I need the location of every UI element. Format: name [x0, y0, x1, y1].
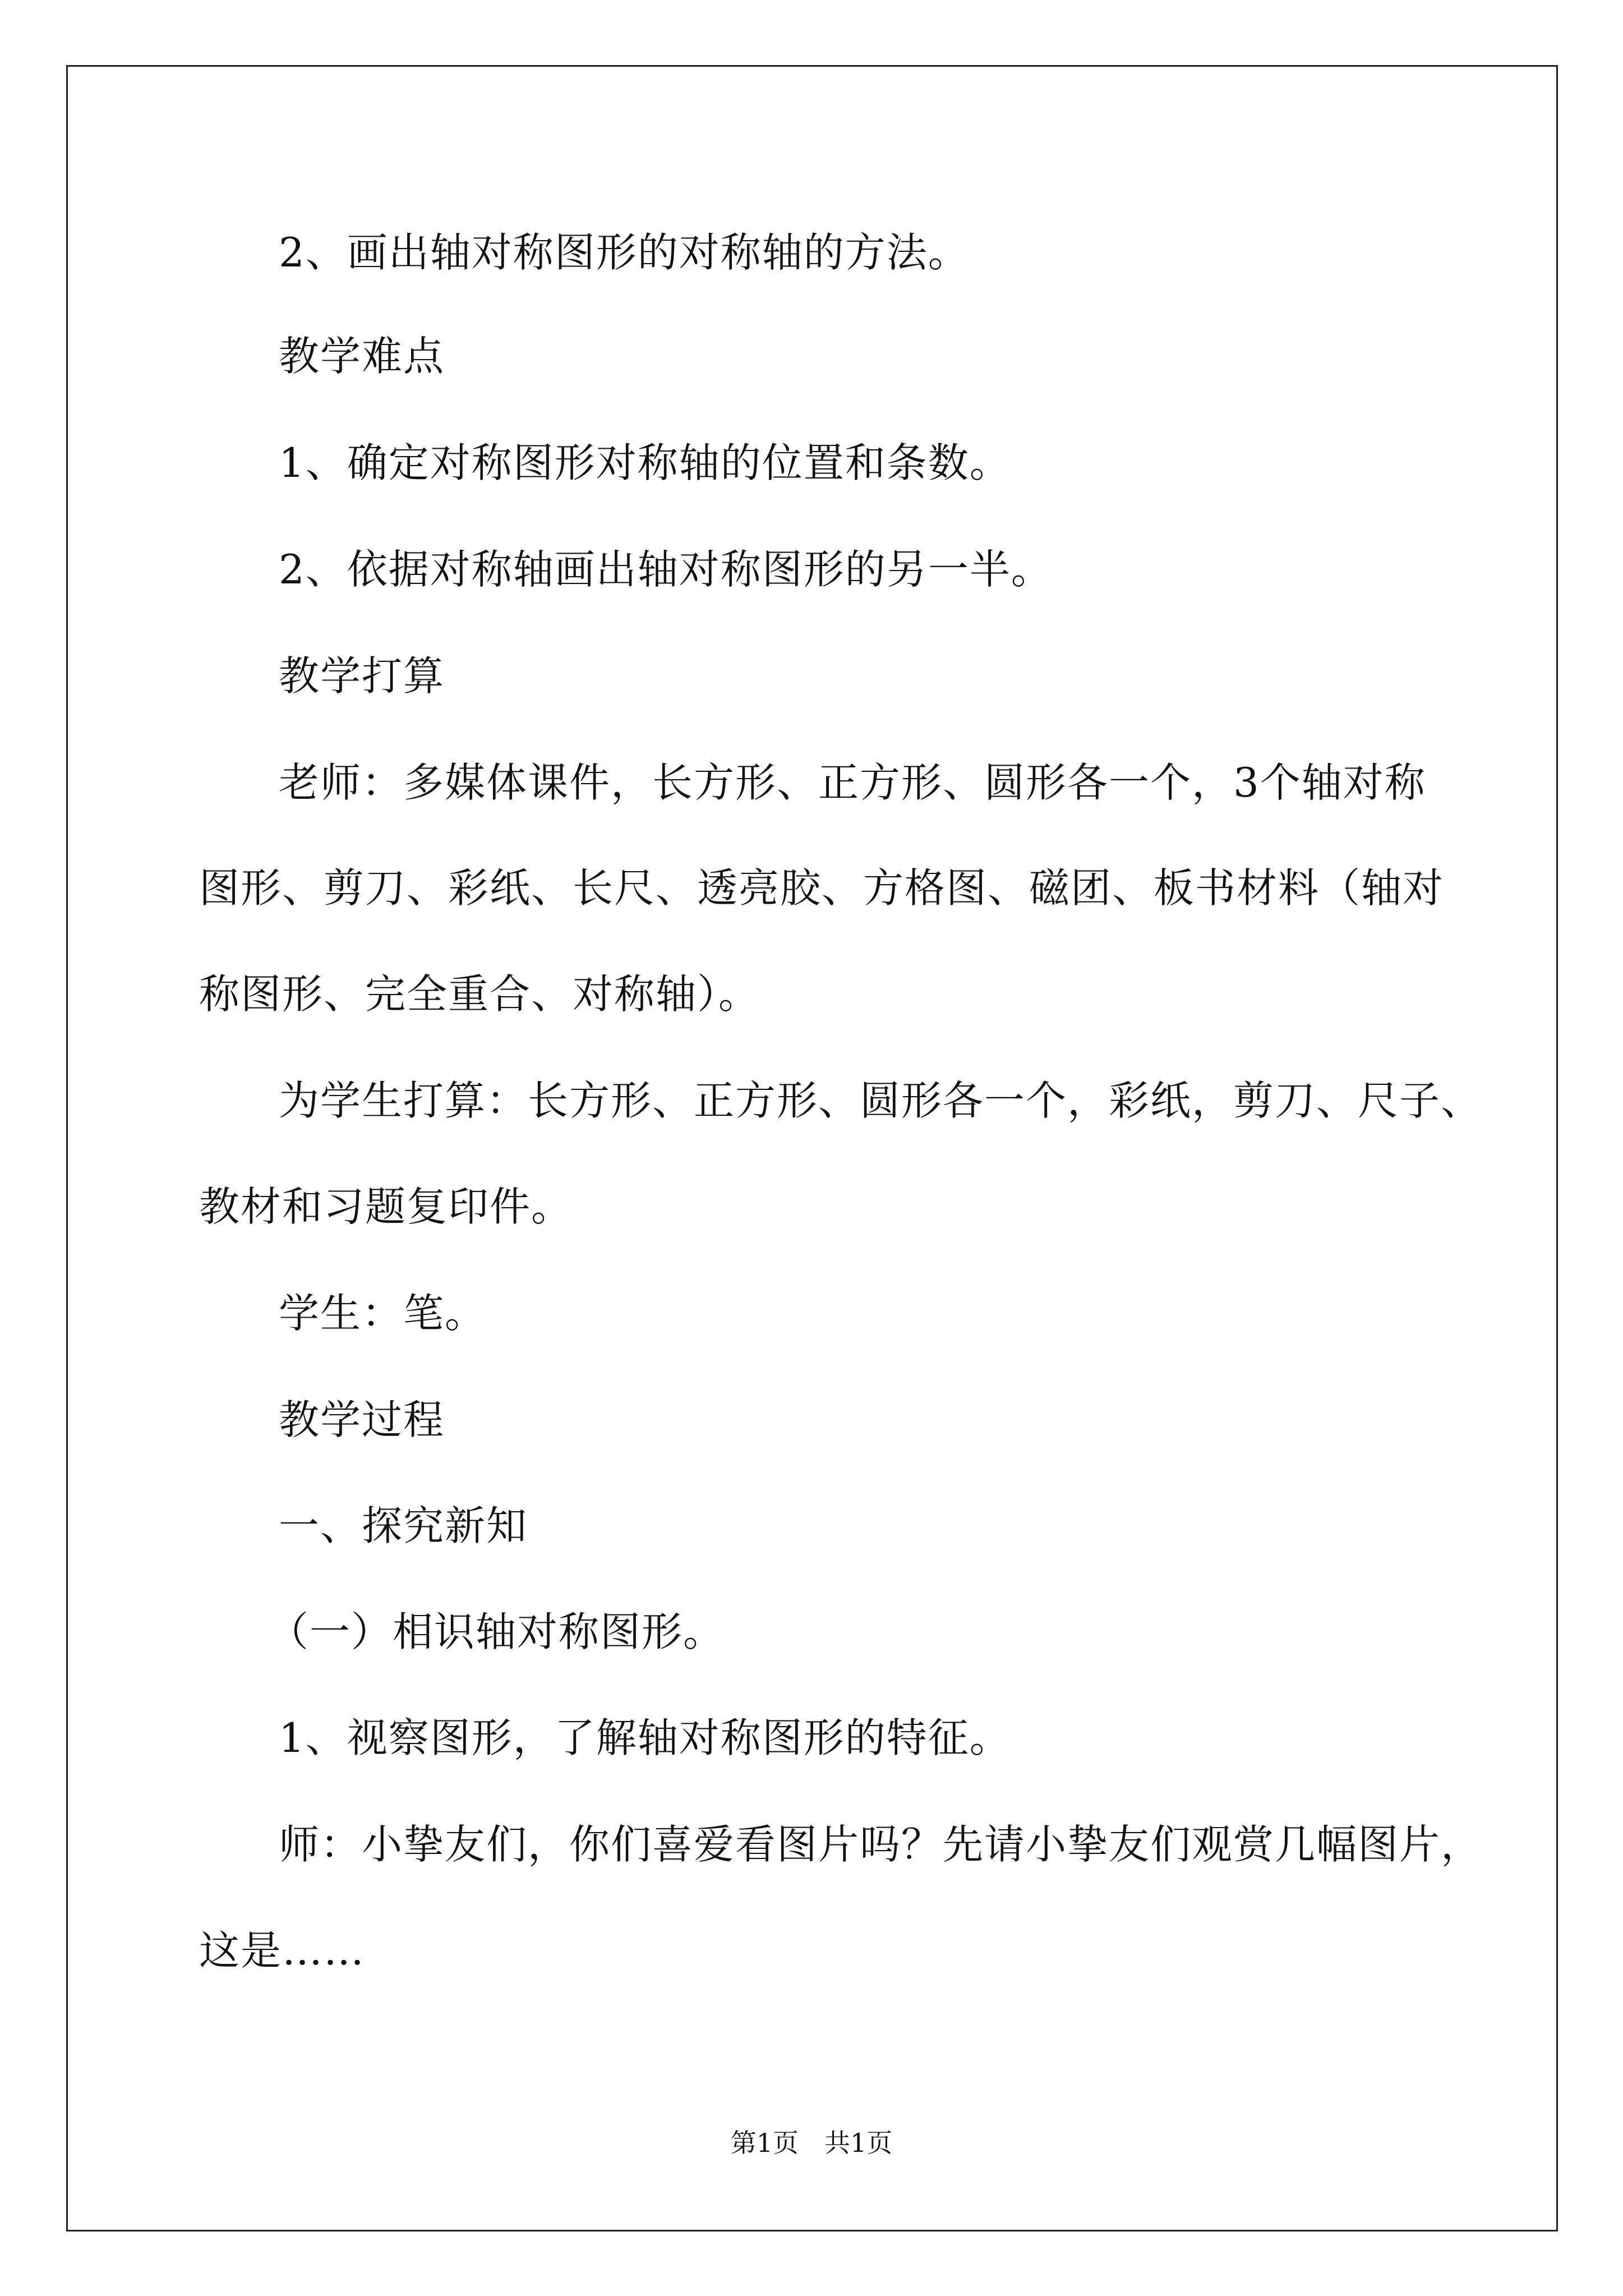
text-line-6: 老师：多媒体课件，长方形、正方形、圆形各一个，3个轴对称 [279, 759, 1426, 806]
heading-teaching-preparation: 教学打算 [279, 652, 445, 700]
text-line-9: 为学生打算：长方形、正方形、圆形各一个，彩纸，剪刀、尺子、 [279, 1077, 1483, 1124]
subheading-know-axisymmetric: （一）相识轴对称图形。 [268, 1608, 725, 1655]
text-line-8: 称图形、完全重合、对称轴）。 [199, 970, 760, 1018]
page-border [66, 65, 1558, 2231]
text-line-15: 1、视察图形，了解轴对称图形的特征。 [279, 1714, 1011, 1761]
text-line-11: 学生：笔。 [279, 1290, 487, 1337]
heading-explore-new-knowledge: 一、探究新知 [279, 1502, 528, 1549]
text-line-1: 2、画出轴对称图形的对称轴的方法。 [279, 229, 970, 276]
page-number-footer: 第1页 共1页 [730, 2128, 893, 2158]
text-line-4: 2、依据对称轴画出轴对称图形的另一半。 [279, 546, 1053, 593]
text-line-16: 师：小挚友们，你们喜爱看图片吗？先请小挚友们观赏几幅图片， [279, 1821, 1483, 1868]
text-line-17: 这是…… [199, 1927, 366, 1974]
text-line-7: 图形、剪刀、彩纸、长尺、透亮胶、方格图、磁团、板书材料（轴对 [199, 864, 1445, 912]
text-line-10: 教材和习题复印件。 [199, 1183, 573, 1230]
text-line-3: 1、确定对称图形对称轴的位置和条数。 [279, 439, 1011, 486]
heading-teaching-process: 教学过程 [279, 1396, 445, 1443]
heading-teaching-difficulties: 教学难点 [279, 333, 445, 380]
